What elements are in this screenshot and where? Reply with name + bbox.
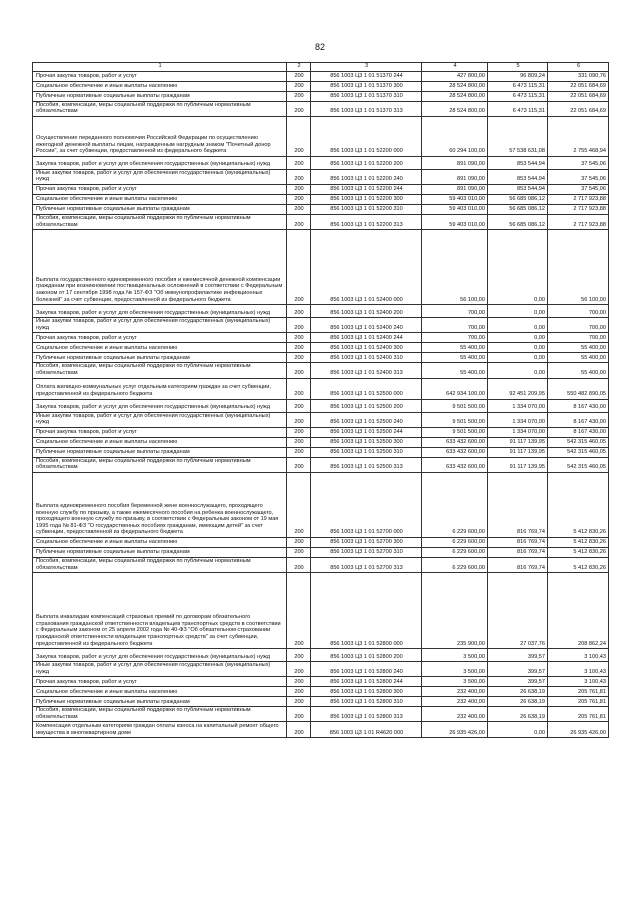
row-kbk-cell: 856 1003 Ц3 1 01 52500 240 [311,412,422,427]
table-row [33,318,609,333]
row-name-cell: Иные закупки товаров, работ и услуг для обеспечения государственных (муниципальных) нужд [33,318,287,333]
row-code-cell: 200 [287,91,311,101]
row-kbk-cell: 856 1003 Ц3 1 01 52700 300 [311,537,422,547]
row-fact-cell: 91 117 139,95 [488,447,548,457]
row-plan-cell: 6 229 600,00 [422,472,488,537]
row-code-cell: 200 [287,707,311,722]
page-number: 82 [314,42,325,52]
row-rest-cell: 8 167 430,00 [548,427,609,437]
table-row [33,343,609,353]
row-kbk-cell: 856 1003 Ц3 1 01 51370 244 [311,71,422,81]
row-plan-cell: 28 524 800,00 [422,101,488,116]
row-code-cell: 200 [287,697,311,707]
table-row [33,204,609,214]
table-row [33,333,609,343]
row-code-cell: 200 [287,547,311,557]
column-header: 2 [287,63,311,72]
row-rest-cell: 208 862,24 [548,573,609,649]
row-fact-cell: 0,00 [488,230,548,305]
row-name-cell: Публичные нормативные социальные выплаты гражданам [33,697,287,707]
row-kbk-cell: 856 1003 Ц3 1 01 52200 000 [311,116,422,156]
row-fact-cell: 26 638,19 [488,687,548,697]
row-rest-cell: 700,00 [548,305,609,318]
row-fact-cell: 853 544,94 [488,184,548,194]
row-kbk-cell: 856 1003 Ц3 1 01 52500 300 [311,437,422,447]
row-fact-cell: 91 117 139,95 [488,437,548,447]
row-fact-cell: 91 117 139,95 [488,457,548,472]
row-fact-cell: 816 769,74 [488,472,548,537]
row-rest-cell: 3 100,43 [548,662,609,677]
row-kbk-cell: 856 1003 Ц3 1 01 R4620 000 [311,722,422,738]
row-name-cell: Выплата инвалидам компенсаций страховых премий по договорам обязательного страхования гражданской ответственности владельцев транспортных средств в соответствии с Федеральным законом от 25 апреля 2002 года № 40-ФЗ "Об обязательном страховании гражданской ответственности владельцев транспортных средств" за счет субвенции, предоставленной из федерального бюджета [33,573,287,649]
table-body [33,63,609,738]
row-fact-cell: 96 809,24 [488,71,548,81]
row-plan-cell: 6 229 600,00 [422,537,488,547]
row-code-cell: 200 [287,427,311,437]
row-kbk-cell: 856 1003 Ц3 1 01 52800 200 [311,649,422,662]
row-code-cell: 200 [287,230,311,305]
row-plan-cell: 6 229 600,00 [422,557,488,572]
row-name-cell: Иные закупки товаров, работ и услуг для обеспечения государственных (муниципальных) нужд [33,412,287,427]
row-fact-cell: 853 544,94 [488,169,548,184]
row-name-cell: Социальное обеспечение и иные выплаты населению [33,194,287,204]
row-kbk-cell: 856 1003 Ц3 1 01 52700 310 [311,547,422,557]
table-row [33,194,609,204]
row-kbk-cell: 856 1003 Ц3 1 01 52400 244 [311,333,422,343]
row-code-cell: 200 [287,378,311,399]
row-fact-cell: 399,57 [488,649,548,662]
row-name-cell: Пособия, компенсации, меры социальной поддержки по публичным нормативным обязательствам [33,707,287,722]
row-rest-cell: 55 400,00 [548,363,609,378]
row-plan-cell: 9 501 500,00 [422,412,488,427]
row-kbk-cell: 856 1003 Ц3 1 01 51370 313 [311,101,422,116]
row-kbk-cell: 856 1003 Ц3 1 01 52800 313 [311,707,422,722]
table-row [33,91,609,101]
row-kbk-cell: 856 1003 Ц3 1 01 52400 313 [311,363,422,378]
row-name-cell: Публичные нормативные социальные выплаты гражданам [33,353,287,363]
row-code-cell: 200 [287,156,311,169]
row-code-cell: 200 [287,437,311,447]
row-kbk-cell: 856 1003 Ц3 1 01 52400 310 [311,353,422,363]
row-rest-cell: 205 761,81 [548,687,609,697]
column-header: 5 [488,63,548,72]
row-rest-cell: 26 935 426,00 [548,722,609,738]
row-rest-cell: 22 051 684,69 [548,81,609,91]
row-code-cell: 200 [287,399,311,412]
row-rest-cell: 2 717 923,88 [548,194,609,204]
row-rest-cell: 37 545,06 [548,156,609,169]
row-rest-cell: 205 761,81 [548,707,609,722]
row-name-cell: Компенсация отдельным категориям граждан оплаты взноса на капитальный ремонт общего имущества в многоквартирном доме [33,722,287,738]
table-row [33,707,609,722]
row-kbk-cell: 856 1003 Ц3 1 01 52500 310 [311,447,422,457]
table-row [33,412,609,427]
row-plan-cell: 28 524 800,00 [422,91,488,101]
budget-execution-table [32,62,609,738]
row-kbk-cell: 856 1003 Ц3 1 01 52800 244 [311,677,422,687]
row-fact-cell: 0,00 [488,363,548,378]
row-plan-cell: 26 935 426,00 [422,722,488,738]
row-name-cell: Прочая закупка товаров, работ и услуг [33,427,287,437]
row-fact-cell: 0,00 [488,722,548,738]
row-code-cell: 200 [287,343,311,353]
row-plan-cell: 3 500,00 [422,649,488,662]
row-name-cell: Социальное обеспечение и иные выплаты населению [33,687,287,697]
row-kbk-cell: 856 1003 Ц3 1 01 52200 244 [311,184,422,194]
row-kbk-cell: 856 1003 Ц3 1 01 52500 200 [311,399,422,412]
row-kbk-cell: 856 1003 Ц3 1 01 52800 000 [311,573,422,649]
row-kbk-cell: 856 1003 Ц3 1 01 52200 200 [311,156,422,169]
column-header: 3 [311,63,422,72]
table-row [33,447,609,457]
table-row [33,230,609,305]
row-name-cell: Пособия, компенсации, меры социальной поддержки по публичным нормативным обязательствам [33,363,287,378]
row-fact-cell: 816 769,74 [488,537,548,547]
row-rest-cell: 37 545,06 [548,184,609,194]
row-fact-cell: 399,57 [488,677,548,687]
row-rest-cell: 5 412 830,26 [548,557,609,572]
table-row [33,214,609,229]
row-fact-cell: 56 685 086,12 [488,204,548,214]
row-kbk-cell: 856 1003 Ц3 1 01 52200 313 [311,214,422,229]
row-plan-cell: 633 432 600,00 [422,447,488,457]
row-code-cell: 200 [287,353,311,363]
row-rest-cell: 700,00 [548,318,609,333]
row-rest-cell: 56 100,00 [548,230,609,305]
row-code-cell: 200 [287,81,311,91]
row-plan-cell: 60 294 100,00 [422,116,488,156]
row-rest-cell: 5 412 830,26 [548,537,609,547]
row-plan-cell: 700,00 [422,318,488,333]
row-name-cell: Пособия, компенсации, меры социальной поддержки по публичным нормативным обязательствам [33,101,287,116]
row-name-cell: Закупка товаров, работ и услуг для обеспечения государственных (муниципальных) нужд [33,399,287,412]
row-rest-cell: 3 100,43 [548,649,609,662]
row-kbk-cell: 856 1003 Ц3 1 01 52200 310 [311,204,422,214]
row-fact-cell: 0,00 [488,305,548,318]
row-plan-cell: 700,00 [422,305,488,318]
row-name-cell: Пособия, компенсации, меры социальной поддержки по публичным нормативным обязательствам [33,214,287,229]
row-plan-cell: 9 501 500,00 [422,427,488,437]
row-kbk-cell: 856 1003 Ц3 1 01 52500 000 [311,378,422,399]
row-code-cell: 200 [287,722,311,738]
row-kbk-cell: 856 1003 Ц3 1 01 52200 300 [311,194,422,204]
row-fact-cell: 1 334 070,00 [488,427,548,437]
row-fact-cell: 399,57 [488,662,548,677]
table-row [33,399,609,412]
row-name-cell: Иные закупки товаров, работ и услуг для обеспечения государственных (муниципальных) нужд [33,169,287,184]
row-name-cell: Иные закупки товаров, работ и услуг для обеспечения государственных (муниципальных) нужд [33,662,287,677]
row-rest-cell: 331 090,76 [548,71,609,81]
row-code-cell: 200 [287,305,311,318]
row-plan-cell: 3 500,00 [422,662,488,677]
row-code-cell: 200 [287,214,311,229]
row-rest-cell: 22 051 684,69 [548,91,609,101]
table-row [33,437,609,447]
row-name-cell: Прочая закупка товаров, работ и услуг [33,71,287,81]
row-name-cell: Публичные нормативные социальные выплаты гражданам [33,204,287,214]
row-rest-cell: 2 717 923,88 [548,214,609,229]
row-plan-cell: 891 090,00 [422,169,488,184]
row-code-cell: 200 [287,447,311,457]
row-plan-cell: 55 400,00 [422,353,488,363]
row-fact-cell: 1 334 070,00 [488,399,548,412]
table-row [33,156,609,169]
row-rest-cell: 2 717 923,88 [548,204,609,214]
row-kbk-cell: 856 1003 Ц3 1 01 52800 300 [311,687,422,697]
row-fact-cell: 56 685 086,12 [488,214,548,229]
row-plan-cell: 28 524 800,00 [422,81,488,91]
row-fact-cell: 853 544,94 [488,156,548,169]
row-name-cell: Прочая закупка товаров, работ и услуг [33,677,287,687]
row-rest-cell: 550 482 890,05 [548,378,609,399]
row-plan-cell: 6 229 600,00 [422,547,488,557]
table-row [33,649,609,662]
row-fact-cell: 6 473 115,31 [488,91,548,101]
row-code-cell: 200 [287,457,311,472]
table-row [33,305,609,318]
table-row [33,472,609,537]
row-name-cell: Выплата государственного единовременного пособия и ежемесячной денежной компенсации гражданам при возникновении поствакцинальных осложнений в соответствии с Федеральным законом от 17 сентября 1998 года № 157-ФЗ "Об иммунопрофилактике инфекционных болезней" за счет субвенции, предоставленной из федерального бюджета [33,230,287,305]
row-code-cell: 200 [287,363,311,378]
table-row [33,116,609,156]
row-plan-cell: 891 090,00 [422,184,488,194]
row-code-cell: 200 [287,472,311,537]
row-code-cell: 200 [287,71,311,81]
column-header: 4 [422,63,488,72]
row-code-cell: 200 [287,557,311,572]
row-code-cell: 200 [287,662,311,677]
row-code-cell: 200 [287,412,311,427]
row-rest-cell: 5 412 830,26 [548,547,609,557]
row-plan-cell: 55 400,00 [422,363,488,378]
table-row [33,169,609,184]
row-kbk-cell: 856 1003 Ц3 1 01 52700 313 [311,557,422,572]
row-name-cell: Прочая закупка товаров, работ и услуг [33,333,287,343]
row-name-cell: Социальное обеспечение и иные выплаты населению [33,437,287,447]
row-code-cell: 200 [287,537,311,547]
row-fact-cell: 0,00 [488,333,548,343]
row-rest-cell: 542 315 460,05 [548,457,609,472]
column-number-row [33,63,609,72]
table-row [33,537,609,547]
row-name-cell: Публичные нормативные социальные выплаты гражданам [33,447,287,457]
table-row [33,363,609,378]
row-fact-cell: 57 538 631,08 [488,116,548,156]
row-fact-cell: 6 473 115,31 [488,101,548,116]
table-row [33,677,609,687]
row-name-cell: Пособия, компенсации, меры социальной поддержки по публичным нормативным обязательствам [33,457,287,472]
table-row [33,457,609,472]
table-row [33,697,609,707]
row-name-cell: Социальное обеспечение и иные выплаты населению [33,343,287,353]
row-name-cell: Прочая закупка товаров, работ и услуг [33,184,287,194]
row-fact-cell: 56 685 086,12 [488,194,548,204]
table-row [33,687,609,697]
row-plan-cell: 642 934 100,00 [422,378,488,399]
row-plan-cell: 891 090,00 [422,156,488,169]
table-row [33,427,609,437]
row-plan-cell: 3 500,00 [422,677,488,687]
row-plan-cell: 232 400,00 [422,687,488,697]
row-plan-cell: 56 100,00 [422,230,488,305]
row-code-cell: 200 [287,573,311,649]
row-code-cell: 200 [287,204,311,214]
row-fact-cell: 26 638,19 [488,707,548,722]
row-kbk-cell: 856 1003 Ц3 1 01 52800 310 [311,697,422,707]
row-code-cell: 200 [287,649,311,662]
row-name-cell: Публичные нормативные социальные выплаты гражданам [33,547,287,557]
row-rest-cell: 542 315 460,05 [548,447,609,457]
table-row [33,547,609,557]
row-rest-cell: 700,00 [548,333,609,343]
column-header: 1 [33,63,287,72]
row-code-cell: 200 [287,333,311,343]
row-rest-cell: 8 167 430,00 [548,399,609,412]
row-fact-cell: 816 769,74 [488,557,548,572]
row-name-cell: Выплата единовременного пособия беременной жене военнослужащего, проходящего военную службу по призыву, а также ежемесячного пособия на ребенка военнослужащего, проходящего военную службу по призыву, в соответствии с Федеральным законом от 19 мая 1995 года № 81-ФЗ "О государственных пособиях гражданам, имеющим детей" за счет субвенции, предоставленной из федерального бюджета [33,472,287,537]
row-code-cell: 200 [287,194,311,204]
row-fact-cell: 27 037,76 [488,573,548,649]
row-name-cell: Публичные нормативные социальные выплаты гражданам [33,91,287,101]
row-fact-cell: 816 769,74 [488,547,548,557]
row-name-cell: Оплата жилищно-коммунальных услуг отдельным категориям граждан за счет субвенции, предоставленной из федерального бюджета [33,378,287,399]
table-row [33,101,609,116]
row-rest-cell: 55 400,00 [548,343,609,353]
table-row [33,722,609,738]
row-rest-cell: 22 051 684,69 [548,101,609,116]
row-kbk-cell: 856 1003 Ц3 1 01 52800 240 [311,662,422,677]
row-fact-cell: 6 473 115,31 [488,81,548,91]
row-name-cell: Закупка товаров, работ и услуг для обеспечения государственных (муниципальных) нужд [33,305,287,318]
row-code-cell: 200 [287,687,311,697]
row-kbk-cell: 856 1003 Ц3 1 01 52500 244 [311,427,422,437]
table-row [33,353,609,363]
row-kbk-cell: 856 1003 Ц3 1 01 51370 300 [311,81,422,91]
row-plan-cell: 9 501 500,00 [422,399,488,412]
row-name-cell: Осуществление переданного полномочия Российской Федерации по осуществлению ежегодной денежной выплаты лицам, награжденным нагрудным знаком "Почетный донор России", за счет субвенции, предоставленной из федерального бюджета [33,116,287,156]
row-fact-cell: 0,00 [488,318,548,333]
row-kbk-cell: 856 1003 Ц3 1 01 52400 300 [311,343,422,353]
row-fact-cell: 1 334 070,00 [488,412,548,427]
row-name-cell: Социальное обеспечение и иные выплаты населению [33,537,287,547]
row-name-cell: Закупка товаров, работ и услуг для обеспечения государственных (муниципальных) нужд [33,156,287,169]
table-row [33,81,609,91]
table-row [33,184,609,194]
row-kbk-cell: 856 1003 Ц3 1 01 52500 313 [311,457,422,472]
row-rest-cell: 3 100,43 [548,677,609,687]
row-name-cell: Социальное обеспечение и иные выплаты населению [33,81,287,91]
row-code-cell: 200 [287,677,311,687]
row-plan-cell: 55 400,00 [422,343,488,353]
row-plan-cell: 59 403 010,00 [422,214,488,229]
row-fact-cell: 26 638,19 [488,697,548,707]
row-code-cell: 200 [287,318,311,333]
row-code-cell: 200 [287,101,311,116]
column-header: 6 [548,63,609,72]
row-rest-cell: 55 400,00 [548,353,609,363]
row-fact-cell: 0,00 [488,343,548,353]
row-rest-cell: 37 545,06 [548,169,609,184]
row-plan-cell: 427 800,00 [422,71,488,81]
row-fact-cell: 92 451 209,95 [488,378,548,399]
row-kbk-cell: 856 1003 Ц3 1 01 51370 310 [311,91,422,101]
row-plan-cell: 59 403 010,00 [422,194,488,204]
row-name-cell: Пособия, компенсации, меры социальной поддержки по публичным нормативным обязательствам [33,557,287,572]
row-kbk-cell: 856 1003 Ц3 1 01 52200 240 [311,169,422,184]
table-row [33,573,609,649]
row-plan-cell: 232 400,00 [422,697,488,707]
row-rest-cell: 205 761,81 [548,697,609,707]
table-row [33,557,609,572]
table-row [33,71,609,81]
row-kbk-cell: 856 1003 Ц3 1 01 52400 240 [311,318,422,333]
row-plan-cell: 700,00 [422,333,488,343]
row-rest-cell: 8 167 430,00 [548,412,609,427]
row-kbk-cell: 856 1003 Ц3 1 01 52400 200 [311,305,422,318]
row-plan-cell: 232 400,00 [422,707,488,722]
row-code-cell: 200 [287,184,311,194]
row-plan-cell: 235 900,00 [422,573,488,649]
row-rest-cell: 2 755 468,94 [548,116,609,156]
row-code-cell: 200 [287,116,311,156]
row-plan-cell: 633 432 600,00 [422,457,488,472]
row-rest-cell: 5 412 830,26 [548,472,609,537]
row-plan-cell: 59 403 010,00 [422,204,488,214]
row-plan-cell: 633 432 600,00 [422,437,488,447]
row-name-cell: Закупка товаров, работ и услуг для обеспечения государственных (муниципальных) нужд [33,649,287,662]
row-rest-cell: 542 315 460,05 [548,437,609,447]
row-kbk-cell: 856 1003 Ц3 1 01 52700 000 [311,472,422,537]
table-row [33,662,609,677]
table-row [33,378,609,399]
row-fact-cell: 0,00 [488,353,548,363]
row-kbk-cell: 856 1003 Ц3 1 01 52400 000 [311,230,422,305]
row-code-cell: 200 [287,169,311,184]
